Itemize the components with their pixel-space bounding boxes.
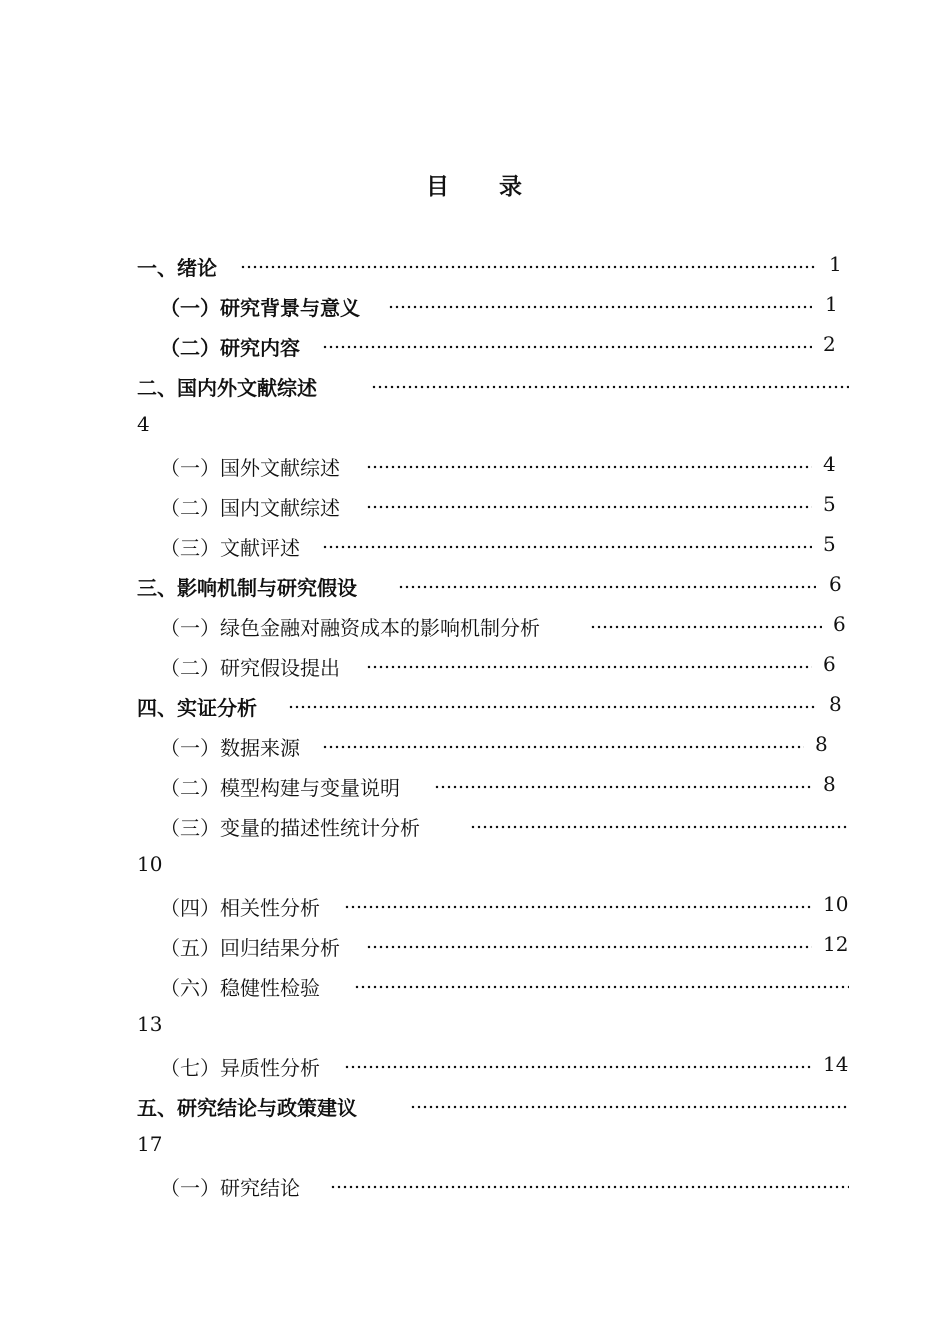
table-of-contents: [0, 244, 950, 1204]
dot-leader: [366, 465, 812, 469]
dot-leader: [434, 785, 812, 789]
toc-entry-title: （五）回归结果分析: [160, 936, 340, 960]
toc-entry-page: 14: [823, 1052, 849, 1076]
toc-entry-title: （三）变量的描述性统计分析: [160, 816, 420, 840]
toc-entry-title: （一）研究背景与意义: [160, 296, 360, 320]
toc-entry[interactable]: [0, 644, 950, 684]
toc-entry-title: （三）文献评述: [160, 536, 300, 560]
toc-entry-title: （一）数据来源: [160, 736, 300, 760]
toc-entry-page: 6: [823, 652, 836, 676]
toc-entry[interactable]: [0, 684, 950, 724]
toc-entry-page: 8: [815, 732, 828, 756]
toc-entry-page: 1: [825, 292, 838, 316]
dot-leader: [366, 665, 812, 669]
toc-entry[interactable]: [0, 1044, 950, 1084]
toc-entry-page: 5: [823, 532, 836, 556]
toc-entry-page: 13: [137, 1012, 163, 1036]
toc-entry[interactable]: [0, 484, 950, 524]
toc-entry[interactable]: [0, 1084, 950, 1124]
toc-entry-page: 2: [823, 332, 836, 356]
dot-leader: [388, 305, 812, 309]
dot-leader: [354, 985, 849, 989]
toc-entry-title: （一）绿色金融对融资成本的影响机制分析: [160, 616, 540, 640]
dot-leader: [366, 945, 812, 949]
toc-entry[interactable]: [0, 1164, 950, 1204]
toc-entry-title: （四）相关性分析: [160, 896, 320, 920]
toc-entry[interactable]: [0, 244, 950, 284]
toc-entry[interactable]: [0, 604, 950, 644]
toc-entry-title: （六）稳健性检验: [160, 976, 320, 1000]
dot-leader: [410, 1105, 849, 1109]
dot-leader: [366, 505, 812, 509]
toc-entry-page: 1: [829, 252, 842, 276]
toc-entry-title: 一、绪论: [137, 256, 217, 280]
toc-entry[interactable]: [0, 524, 950, 564]
toc-entry-page: 10: [823, 892, 849, 916]
toc-entry-title: 四、实证分析: [137, 696, 257, 720]
toc-entry[interactable]: [0, 324, 950, 364]
toc-entry[interactable]: [0, 884, 950, 924]
dot-leader: [240, 265, 816, 269]
toc-entry-page: 4: [137, 412, 150, 436]
toc-entry-wrap: [0, 404, 950, 444]
toc-entry-title: （二）国内文献综述: [160, 496, 340, 520]
toc-entry-page: 5: [823, 492, 836, 516]
toc-entry-page: 6: [829, 572, 842, 596]
toc-entry[interactable]: [0, 564, 950, 604]
toc-entry-wrap: [0, 844, 950, 884]
title-char-2: 录: [499, 174, 524, 200]
toc-entry[interactable]: [0, 764, 950, 804]
toc-entry[interactable]: [0, 444, 950, 484]
toc-entry-title: 五、研究结论与政策建议: [137, 1096, 357, 1120]
toc-entry-title: （一）国外文献综述: [160, 456, 340, 480]
title-char-1: 目: [426, 174, 451, 200]
dot-leader: [330, 1185, 849, 1189]
toc-entry-title: （二）研究假设提出: [160, 656, 340, 680]
dot-leader: [322, 545, 812, 549]
dot-leader: [590, 625, 822, 629]
dot-leader: [288, 705, 816, 709]
toc-entry[interactable]: [0, 964, 950, 1004]
dot-leader: [344, 1065, 812, 1069]
toc-entry[interactable]: [0, 284, 950, 324]
toc-entry-page: 6: [833, 612, 846, 636]
dot-leader: [398, 585, 816, 589]
toc-entry-title: （二）研究内容: [160, 336, 300, 360]
toc-entry[interactable]: [0, 804, 950, 844]
toc-entry-page: 4: [823, 452, 836, 476]
dot-leader: [322, 345, 812, 349]
toc-entry-page: 8: [829, 692, 842, 716]
toc-entry-wrap: [0, 1004, 950, 1044]
dot-leader: [470, 825, 849, 829]
toc-entry[interactable]: [0, 924, 950, 964]
dot-leader: [371, 385, 849, 389]
toc-entry[interactable]: [0, 364, 950, 404]
toc-entry-page: 8: [823, 772, 836, 796]
toc-entry-title: 二、国内外文献综述: [137, 376, 317, 400]
toc-entry-wrap: [0, 1124, 950, 1164]
page-title: [0, 168, 950, 201]
toc-entry-page: 10: [137, 852, 163, 876]
dot-leader: [322, 745, 804, 749]
toc-entry-title: （七）异质性分析: [160, 1056, 320, 1080]
toc-entry-title: 三、影响机制与研究假设: [137, 576, 357, 600]
dot-leader: [344, 905, 812, 909]
toc-entry-page: 12: [823, 932, 849, 956]
toc-entry-page: 17: [137, 1132, 163, 1156]
toc-entry-title: （二）模型构建与变量说明: [160, 776, 400, 800]
toc-entry[interactable]: [0, 724, 950, 764]
toc-entry-title: （一）研究结论: [160, 1176, 300, 1200]
